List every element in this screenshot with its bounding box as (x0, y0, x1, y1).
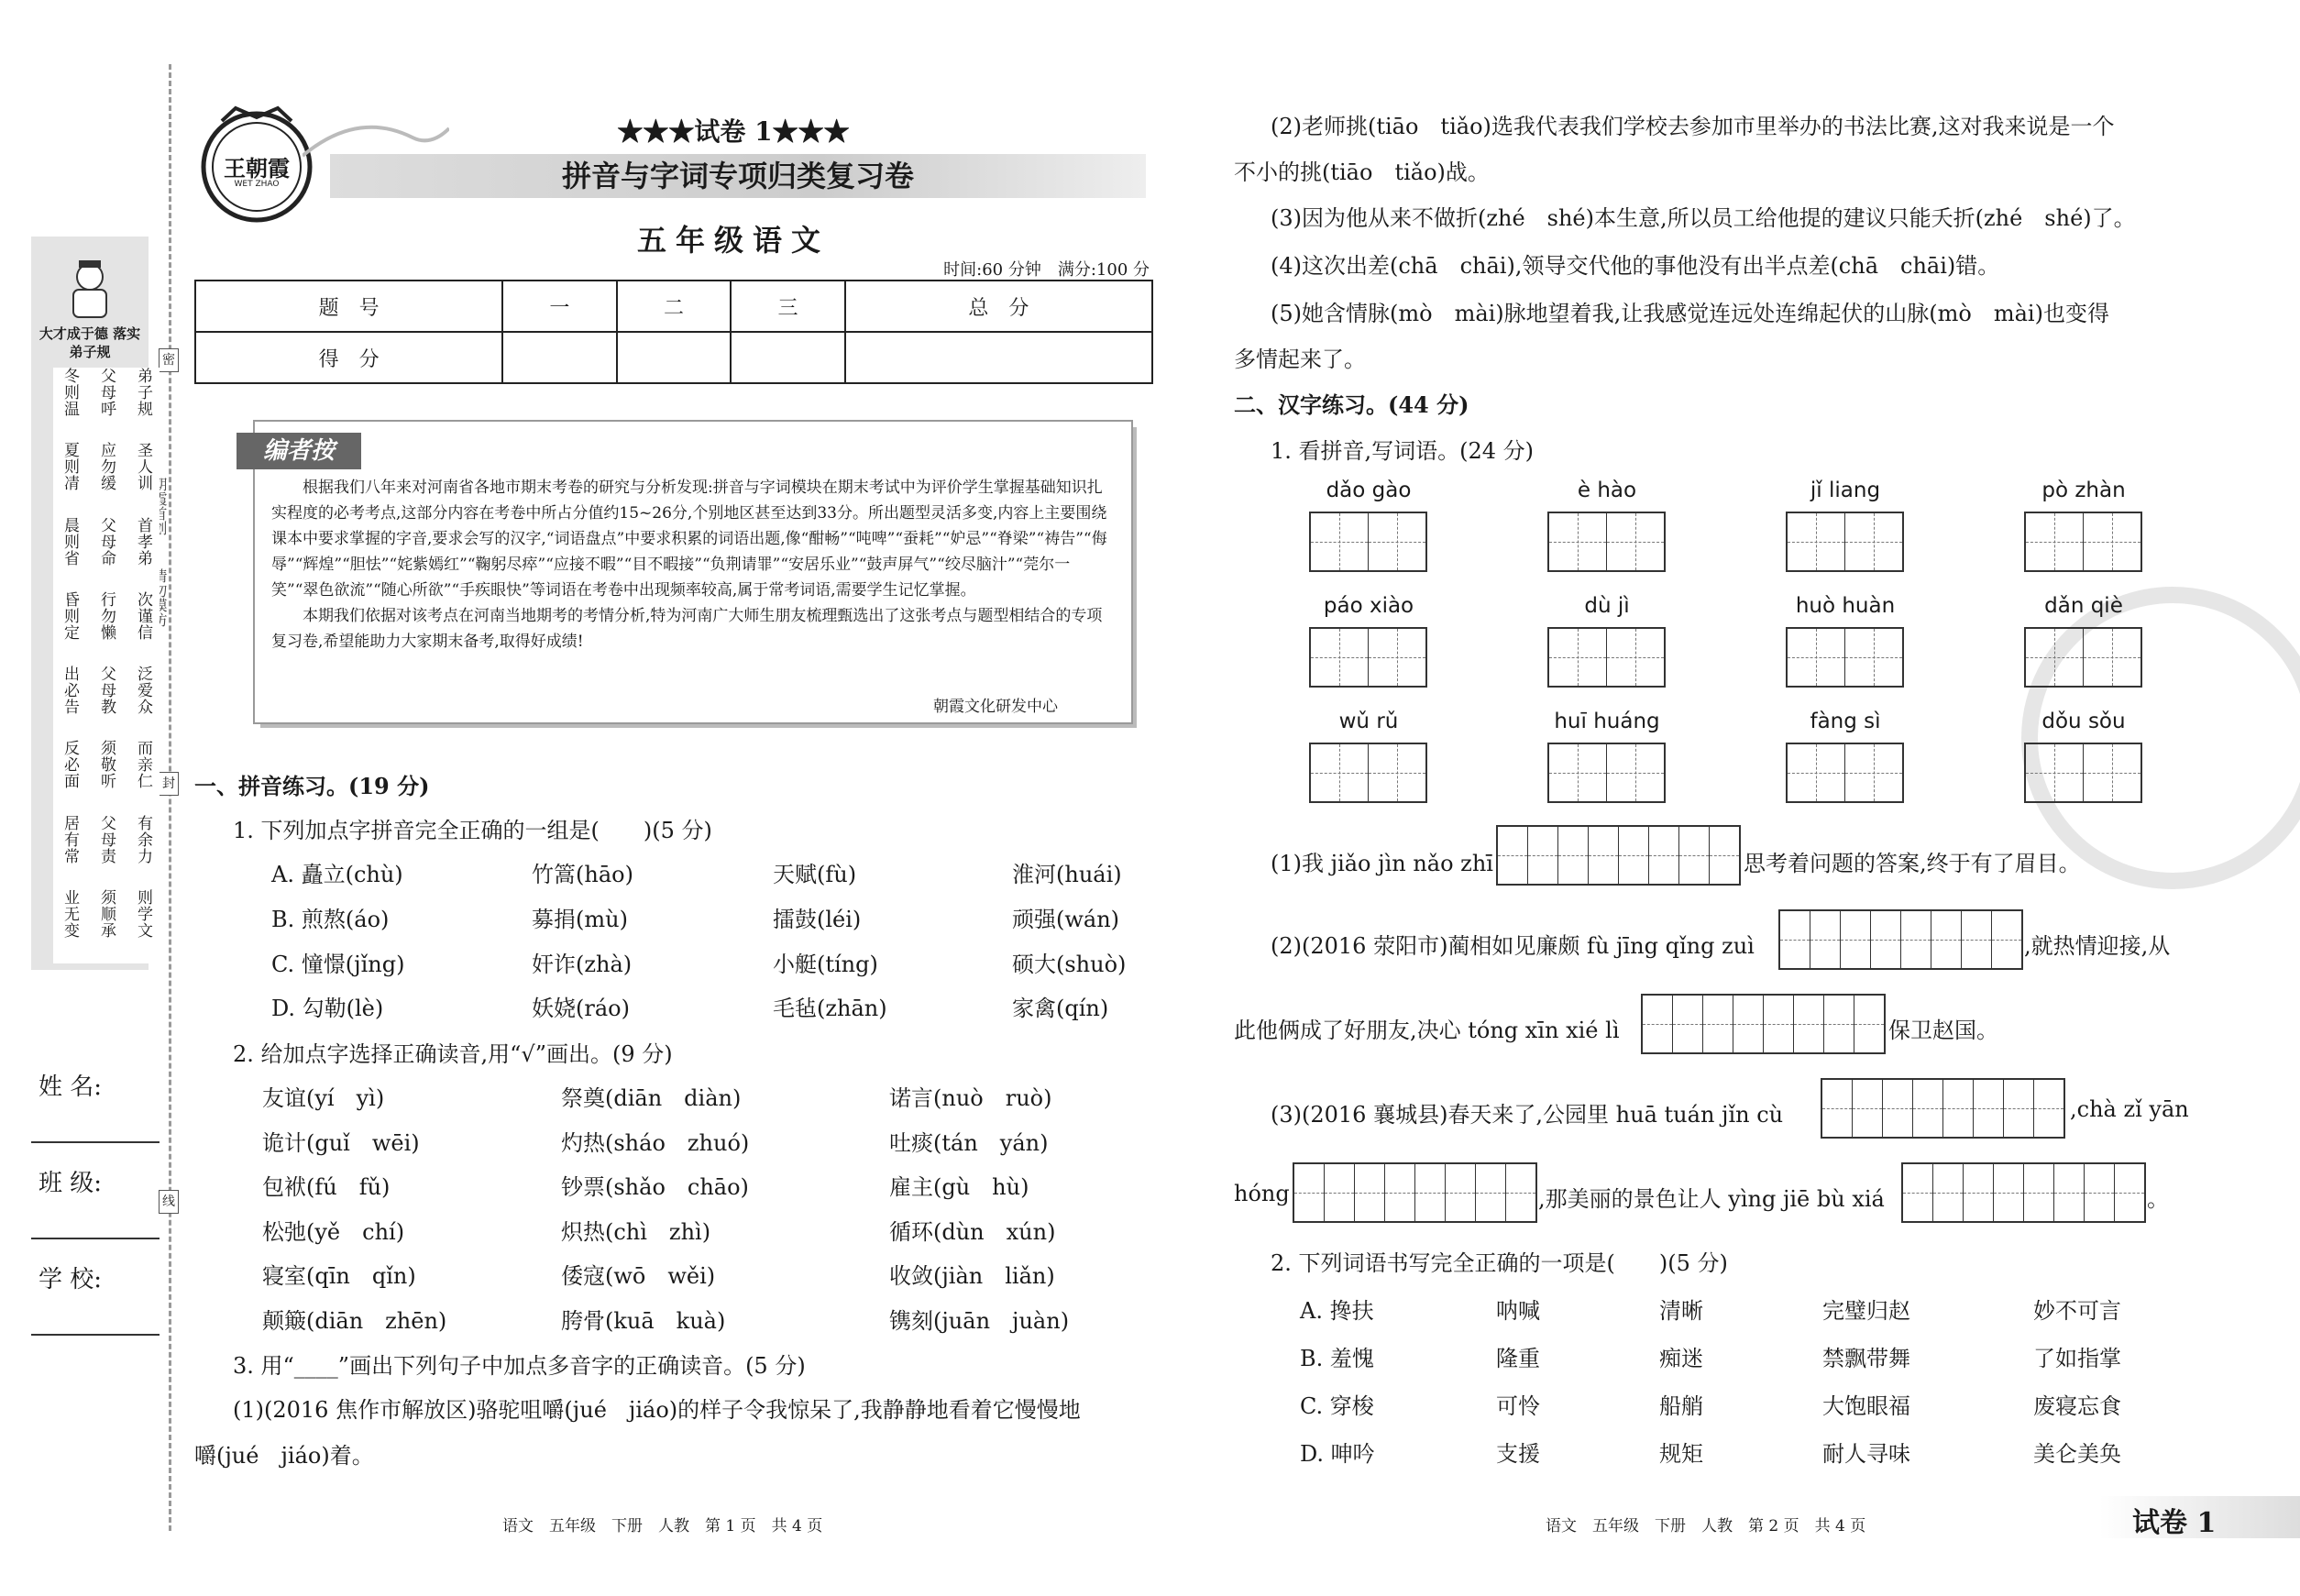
sidebar-motto-panel (31, 237, 152, 970)
q1-3-text: 3. 用“____”画出下列句子中加点多音字的正确读音。(5 分) (233, 1353, 806, 1379)
q2-2-word: 了如指掌 (2033, 1346, 2121, 1371)
q2-1-sentence-2c: 此他俩成了好朋友,决心 tóng xīn xié lì (1234, 1018, 1620, 1043)
q2-2-option-a[interactable]: A. 搀扶 (1300, 1298, 1374, 1324)
q2-2-word: 禁飘带舞 (1822, 1346, 1910, 1371)
q2-2-word: 大饱眼福 (1822, 1393, 1910, 1419)
q1-1-b-4: 顽强(wán) (1012, 907, 1120, 932)
name-label: 姓 名: (39, 1073, 103, 1101)
q1-2-item[interactable]: 钞票(shǎo chāo) (561, 1174, 749, 1200)
footer-left: 语文 五年级 下册 人教 第 1 页 共 4 页 (502, 1517, 823, 1535)
name-field[interactable] (31, 1141, 160, 1143)
q2-2-word: 支援 (1496, 1441, 1540, 1467)
writing-grid[interactable] (2024, 627, 2142, 688)
pinyin-label: dǎo gào (1326, 479, 1412, 502)
q1-2-item[interactable]: 镌刻(juān juàn) (889, 1308, 1070, 1334)
q1-1-d-3: 毛毡(zhān) (773, 996, 887, 1021)
q1-2-item[interactable]: 胯骨(kuā kuà) (561, 1308, 726, 1334)
q2-2-word: 妙不可言 (2033, 1298, 2121, 1324)
q1-1-d-4: 家禽(qín) (1012, 996, 1109, 1021)
writing-grid[interactable] (1547, 627, 1666, 688)
writing-grid[interactable] (1547, 743, 1666, 803)
q1-2-text: 2. 给加点字选择正确读音,用“√”画出。(9 分) (233, 1041, 673, 1067)
q2-1-sentence-1b: 思考着问题的答案,终于有了眉目。 (1744, 851, 2081, 876)
score-table-header-row: 题 号 一 二 三 总 分 (195, 281, 1152, 332)
q2-2-word: 可怜 (1496, 1393, 1540, 1419)
q1-1-a-4: 淮河(huái) (1012, 862, 1122, 887)
school-label: 学 校: (39, 1266, 103, 1293)
inline-writing-grid[interactable] (1293, 1162, 1537, 1223)
q1-1-c-4: 硕大(shuò) (1012, 952, 1127, 977)
class-label: 班 级: (39, 1170, 103, 1197)
q2-2-word: 痴迷 (1659, 1346, 1703, 1371)
brand-logo: 王朝霞 WET ZHAO (194, 101, 319, 226)
q2-2-option-d[interactable]: D. 呻吟 (1300, 1441, 1375, 1467)
exam-number: ★★★试卷 1★★★ (617, 116, 850, 147)
q1-2-item[interactable]: 诡计(guǐ wēi) (262, 1130, 420, 1156)
writing-grid[interactable] (2024, 743, 2142, 803)
q2-2-option-b[interactable]: B. 羞愧 (1300, 1346, 1374, 1371)
pinyin-label: dǒu sǒu (2041, 710, 2126, 733)
section-1-title: 一、拼音练习。(19 分) (194, 773, 430, 799)
q1-3-sentence-1b: 嚼(jué jiáo)着。 (194, 1443, 374, 1469)
pinyin-label: è hào (1577, 479, 1637, 502)
editor-note-title: 编者按 (237, 433, 361, 469)
q1-2-item[interactable]: 灼热(sháo zhuó) (561, 1130, 750, 1156)
writing-grid[interactable] (1786, 512, 1904, 572)
seal-word-2: 封 (159, 772, 179, 796)
q2-2-word: 废寝忘食 (2033, 1393, 2121, 1419)
q2-2-word: 规矩 (1659, 1441, 1703, 1467)
q1-2-item[interactable]: 诺言(nuò ruò) (889, 1085, 1052, 1111)
editor-note-p2: 本期我们依据对该考点在河南当地期考的考情分析,特为河南广大师生朋友梳理甄选出了这张考点与题型相结合的专项复习卷,希望能助力大家期末备考,取得好成绩! (271, 607, 1103, 651)
inline-writing-grid[interactable] (1496, 825, 1741, 886)
time-info: 时间:60 分钟 满分:100 分 (943, 260, 1150, 280)
binding-dashed-line (169, 64, 171, 1531)
school-field[interactable] (31, 1334, 160, 1336)
q1-2-item[interactable]: 友谊(yí yì) (262, 1085, 385, 1111)
sidebar-motto: 大才成于德 落实弟子规 (39, 325, 141, 360)
scholar-icon (66, 257, 114, 321)
writing-grid[interactable] (1309, 512, 1427, 572)
q1-3-sentence-2a: (2)老师挑(tiāo tiǎo)选我代表我们学校去参加市里举办的书法比赛,这对我来说是一个 (1271, 114, 2115, 139)
editor-note-p1: 根据我们八年来对河南省各地市期末考卷的研究与分析发现:拼音与字词模块在期末考试中为评价学生掌握基础知识扎实程度的必考考点,这部分内容在考卷中所占分值约15~26分,个别地区甚至达到33分。所出题型灵活多变,内容上主要围绕课本中要求掌握的字音,要求会写的汉字,“词语盘点”中要求积累的词语出题,像“酣畅”“吨啤”“蚕耗”“妒忌”“脊梁”“祷告”“侮辱”“辉煌”“胆怯”“姹紫嫣红”“鞠躬尽瘁”“应接不暇”“目不暇接”“负荆请罪”“安居乐业”“鼓声屏气”“绞尽脑汁”“莞尔一笑”“翠色欲流”“随心所欲”“手疾眼快”等词语在考卷中出现频率较高,属于常考词语,需要学生记忆掌握。 (271, 479, 1107, 600)
q2-2-word: 耐人寻味 (1822, 1441, 1910, 1467)
q1-2-item[interactable]: 倭寇(wō wěi) (561, 1263, 716, 1289)
pinyin-label: dǎn qiè (2044, 594, 2123, 618)
q2-2-word: 完璧归赵 (1822, 1298, 1910, 1324)
writing-grid[interactable] (1786, 743, 1904, 803)
page-title: 拼音与字词专项归类复习卷 (561, 159, 914, 193)
editor-note (253, 420, 1133, 724)
writing-grid[interactable] (1547, 512, 1666, 572)
q2-1-sentence-3e: 。 (2147, 1186, 2169, 1212)
pinyin-label: fàng sì (1810, 710, 1881, 733)
pinyin-label: pò zhàn (2041, 479, 2126, 502)
q2-2-word: 美仑美奂 (2033, 1441, 2121, 1467)
q1-3-sentence-4: (4)这次出差(chā chāi),领导交代他的事他没有出半点差(chā chāi)错。 (1271, 253, 2000, 279)
editor-note-sign: 朝霞文化研发中心 (933, 698, 1058, 716)
q2-1-sentence-2a: (2)(2016 荥阳市)蔺相如见廉颇 fù jīng qǐng zuì (1271, 933, 1755, 959)
inline-writing-grid[interactable] (1778, 909, 2023, 970)
q1-1-b-2: 募捐(mù) (532, 907, 628, 932)
q1-2-item[interactable]: 松弛(yě chí) (262, 1219, 405, 1245)
q1-1-a-3: 天赋(fù) (773, 862, 857, 887)
footer-right: 语文 五年级 下册 人教 第 2 页 共 4 页 (1546, 1517, 1866, 1535)
q1-1-d-2: 妖娆(ráo) (532, 996, 630, 1021)
pinyin-label: wǔ rǔ (1338, 710, 1399, 733)
q1-3-sentence-5b: 多情起来了。 (1234, 347, 1366, 372)
class-field[interactable] (31, 1238, 160, 1239)
seal-word-3: 线 (159, 1190, 179, 1214)
score-table (194, 280, 1153, 384)
q1-3-sentence-5a: (5)她含情脉(mò mài)脉地望着我,让我感觉连远处连绵起伏的山脉(mò mài)也变得 (1271, 301, 2109, 326)
q2-2-word: 清晰 (1659, 1298, 1703, 1324)
q1-1-option-c[interactable]: C. 憧憬(jǐng) (271, 952, 405, 977)
q2-1-sentence-1a: (1)我 jiǎo jìn nǎo zhī (1271, 851, 1493, 876)
writing-grid[interactable] (1786, 627, 1904, 688)
inline-writing-grid[interactable] (1641, 994, 1886, 1054)
writing-grid[interactable] (2024, 512, 2142, 572)
writing-grid[interactable] (1309, 743, 1427, 803)
q1-2-item[interactable]: 雇主(gù hù) (889, 1174, 1029, 1200)
q1-3-sentence-2b: 不小的挑(tiāo tiǎo)战。 (1234, 160, 1490, 185)
score-table-score-row: 得 分 (195, 332, 1152, 383)
q2-2-word: 呐喊 (1496, 1298, 1540, 1324)
q1-1-c-2: 奸诈(zhà) (532, 952, 633, 977)
q2-2-word: 船艄 (1659, 1393, 1703, 1419)
q1-1-text: 1. 下列加点字拼音完全正确的一组是( )(5 分) (233, 818, 712, 843)
seal-word-1: 密 (159, 348, 179, 372)
q2-1-sentence-2d: 保卫赵国。 (1888, 1018, 1998, 1043)
q2-2-text: 2. 下列词语书写完全正确的一项是( )(5 分) (1271, 1250, 1728, 1276)
q1-2-item[interactable]: 炽热(chì zhì) (561, 1219, 711, 1245)
q1-2-item[interactable]: 收敛(jiàn liǎn) (889, 1263, 1055, 1289)
sidebar-verse-columns: 弟子规 圣人训 首孝弟 次谨信 泛爱众 而亲仁 有余力 则学文 父母呼 应勿缓 父母命 行勿懒 父母教 须敬听 父母责 须顺承 冬则温 夏则凊 晨则省 昏则定 出必告 反必面 居有常 业无变 (53, 368, 160, 963)
q1-1-a-2: 竹篙(hāo) (532, 862, 633, 887)
q1-2-item[interactable]: 寝室(qīn qǐn) (262, 1263, 416, 1289)
q1-2-item[interactable]: 颠簸(diān zhēn) (262, 1308, 447, 1334)
pinyin-label: huī huáng (1554, 710, 1660, 733)
q2-1-text: 1. 看拼音,写词语。(24 分) (1271, 438, 1535, 464)
q2-2-word: 隆重 (1496, 1346, 1540, 1371)
pinyin-label: dù jì (1584, 594, 1630, 618)
inline-writing-grid[interactable] (1821, 1078, 2065, 1139)
pinyin-label: páo xiào (1323, 594, 1414, 618)
writing-grid[interactable] (1309, 627, 1427, 688)
q1-1-option-b[interactable]: B. 煎熬(áo) (271, 907, 390, 932)
pinyin-label: jǐ liang (1810, 479, 1881, 502)
q2-1-sentence-3b: ,chà zǐ yān (2070, 1096, 2189, 1122)
footer-tag: 试卷 1 (2132, 1507, 2217, 1539)
pinyin-label: huò huàn (1795, 594, 1896, 618)
q2-1-sentence-3a: (3)(2016 襄城县)春天来了,公园里 huā tuán jǐn cù (1271, 1102, 1784, 1128)
q1-1-option-a[interactable]: A. 矗立(chù) (271, 862, 403, 887)
q1-2-item[interactable]: 祭奠(diān diàn) (561, 1085, 742, 1111)
q1-2-item[interactable]: 吐痰(tán yán) (889, 1130, 1049, 1156)
q1-2-item[interactable]: 循环(dùn xún) (889, 1219, 1056, 1245)
q1-1-b-3: 擂鼓(léi) (773, 907, 862, 932)
q2-1-sentence-2b: ,就热情迎接,从 (2024, 933, 2171, 959)
q1-3-sentence-1a: (1)(2016 焦作市解放区)骆驼咀嚼(jué jiáo)的样子令我惊呆了,我静静地看着它慢慢地 (233, 1397, 1081, 1423)
q1-2-item[interactable]: 包袱(fú fǔ) (262, 1174, 391, 1200)
subject-title: 五年级语文 (636, 223, 830, 258)
q1-1-c-3: 小艇(tíng) (773, 952, 878, 977)
q1-1-option-d[interactable]: D. 勾勒(lè) (271, 996, 384, 1021)
q2-2-option-c[interactable]: C. 穿梭 (1300, 1393, 1374, 1419)
section-2-title: 二、汉字练习。(44 分) (1234, 391, 1469, 418)
q2-1-sentence-3d: ,那美丽的景色让人 yìng jiē bù xiá (1538, 1186, 1885, 1212)
q2-1-sentence-3c: hóng (1234, 1181, 1290, 1206)
q1-3-sentence-3: (3)因为他从来不做折(zhé shé)本生意,所以员工给他提的建议只能夭折(zhé shé)了。 (1271, 205, 2136, 231)
inline-writing-grid[interactable] (1901, 1162, 2146, 1223)
